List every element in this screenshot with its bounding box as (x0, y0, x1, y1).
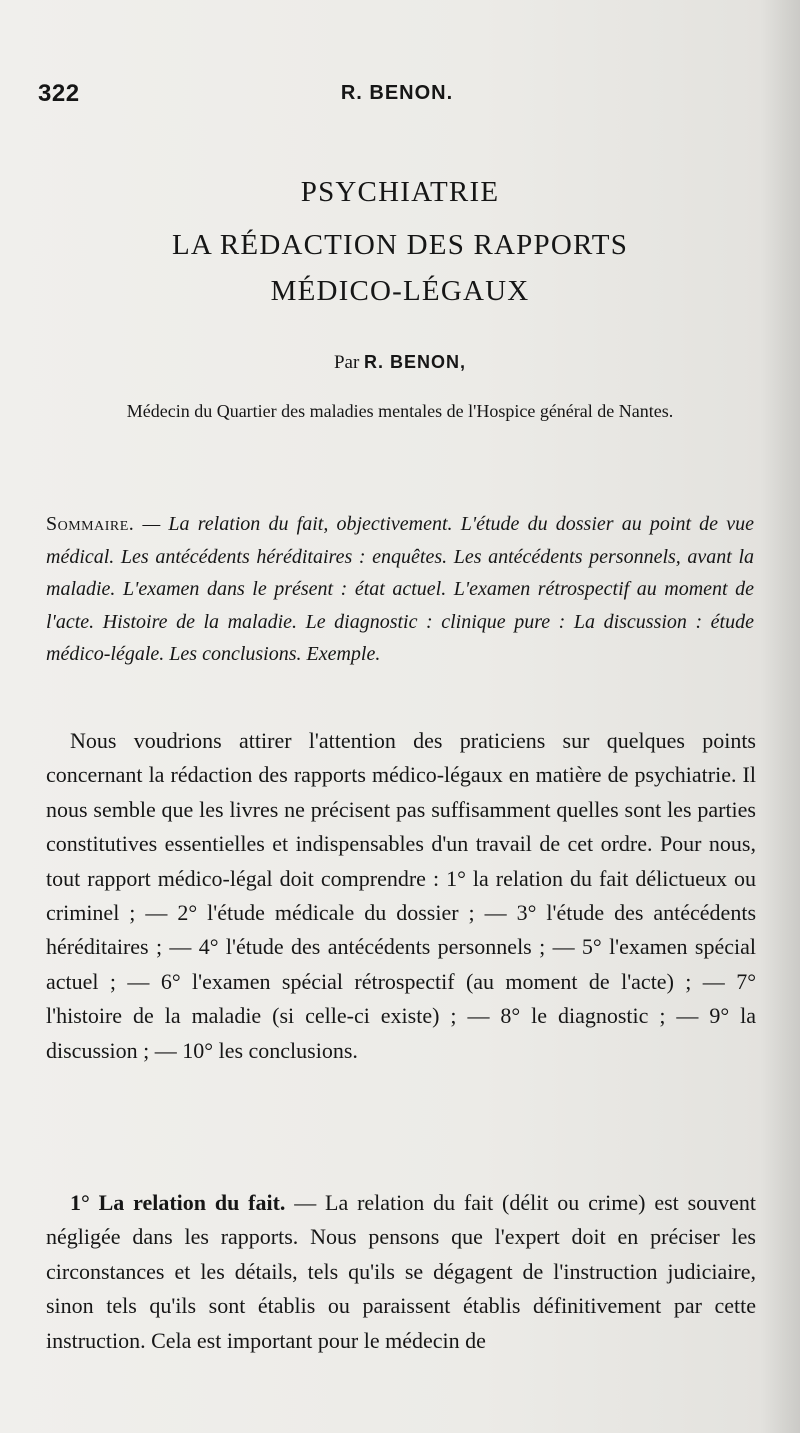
page-header (38, 80, 756, 116)
author-affiliation: Médecin du Quartier des maladies mentales de l'Hospice général de Nantes. (126, 401, 674, 421)
body-paragraph-intro: Nous voudrions attirer l'attention des praticiens sur quelques points concernant la rédaction des rapports médico-légaux en matière de psychiatrie. Il nous semble que les livres ne précisent pas suffisamment quelles sont les parties constitutives essentielles et indispensables d'un travail de cet ordre. Pour nous, tout rapport médico-légal doit comprendre : 1° la relation du fait délictueux ou criminel ; — 2° l'étude médicale du dossier ; — 3° l'étude des antécédents héréditaires ; — 4° l'étude des antécédents personnels ; — 5° l'examen spécial actuel ; — 6° l'examen spécial rétrospectif (au moment de l'acte) ; — 7° l'histoire de la maladie (si celle-ci existe) ; — 8° le diagnostic ; — 9° la discussion ; — 10° les conclusions. (46, 728, 756, 1063)
section-heading: 1° La relation du fait. (70, 1190, 286, 1215)
summary (46, 508, 754, 671)
article-title-line-3: MÉDICO-LÉGAUX (270, 275, 530, 307)
body-paragraph-relation (46, 1186, 756, 1358)
summary-text: — La relation du fait, objectivement. L'étude du dossier au point de vue médical. Les antécédents héréditaires : enquêtes. Les antécédents personnels, avant la maladie. L'examen dans le présent : état actuel. L'examen rétrospectif au moment de l'acte. Histoire de la maladie. Le diagnostic : clinique pure : La discussion : étude médico-légale. Les conclusions. Exemple. (46, 513, 754, 666)
article-title-line-2: LA RÉDACTION DES RAPPORTS (171, 229, 629, 261)
page-number: 322 (38, 80, 80, 107)
author-name: R. BENON, (364, 352, 467, 372)
summary-label: Sommaire. (46, 513, 135, 535)
section-text: — La relation du fait (délit ou crime) est souvent négligée dans les rapports. Nous pensons que l'expert doit en préciser les circonstances et les détails, tels qu'ils se dégagent de l'instruction judiciaire, sinon tels qu'ils sont établis ou paraissent établis définitivement par cette instruction. Cela est important pour le médecin de (46, 1190, 757, 1353)
article-title-line-1: PSYCHIATRIE (300, 176, 500, 208)
byline (46, 352, 754, 374)
byline-prefix: Par (333, 352, 365, 373)
running-head: R. BENON. (340, 82, 454, 104)
page-edge-shadow (760, 0, 800, 1433)
